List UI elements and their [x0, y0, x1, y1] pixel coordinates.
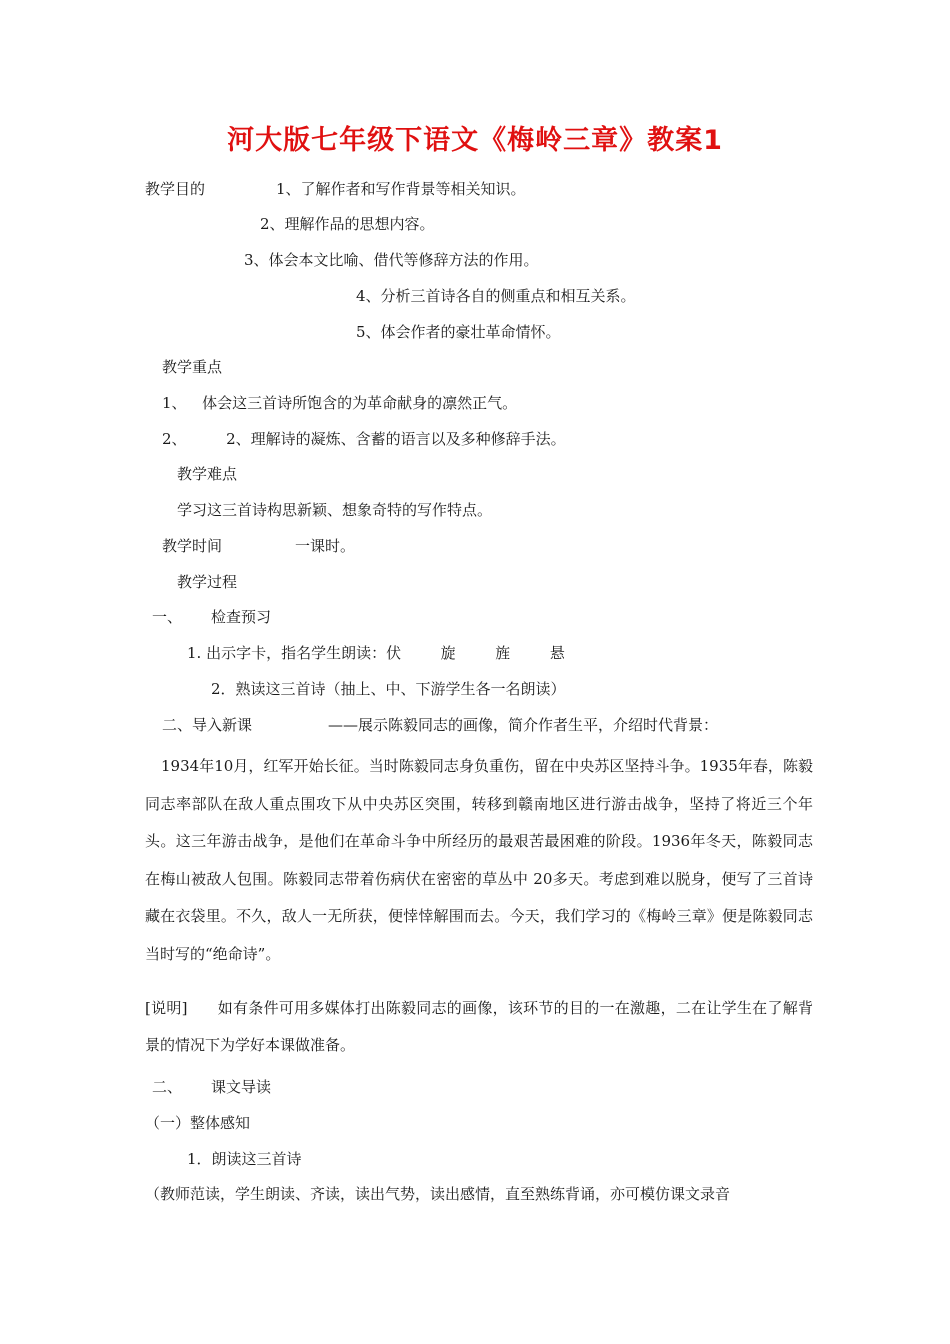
- note-label: [说明]: [145, 999, 188, 1017]
- process-label: 教学过程: [177, 573, 238, 591]
- char-card: 悬: [549, 644, 565, 662]
- key-point-number: 2、: [162, 430, 187, 448]
- subsection-item-1: 1．朗读这三首诗: [187, 1150, 302, 1168]
- objective-item: 2、理解作品的思想内容。: [260, 215, 435, 233]
- time-value: 一课时。: [295, 537, 356, 555]
- section-1-number: 一、: [152, 608, 183, 626]
- objective-item: 3、体会本文比喻、借代等修辞方法的作用。: [244, 251, 539, 269]
- section-2-heading: 二、导入新课: [162, 716, 253, 734]
- document-title: 河大版七年级下语文《梅岭三章》教案1: [227, 125, 723, 156]
- section-1-heading: 检查预习: [211, 608, 272, 626]
- key-points-label: 教学重点: [162, 358, 223, 376]
- objective-item: 4、分析三首诗各自的侧重点和相互关系。: [356, 287, 636, 305]
- objective-item: 5、体会作者的豪壮革命情怀。: [356, 323, 561, 341]
- objective-item: 1、了解作者和写作背景等相关知识。: [276, 180, 526, 198]
- objectives-label: 教学目的: [145, 180, 206, 198]
- key-point-item: [162, 393, 517, 413]
- key-point-text: 2、理解诗的凝炼、含蓄的语言以及多种修辞手法。: [226, 430, 566, 448]
- char-card: 旋: [440, 644, 456, 662]
- time-label: 教学时间: [162, 537, 223, 555]
- note-text: 如有条件可用多媒体打出陈毅同志的画像，该环节的目的一在激趣，二在让学生在了解背景的情况下为学好本课做准备。: [145, 999, 813, 1054]
- background-paragraph: 1934年10月，红军开始长征。当时陈毅同志身负重伤，留在中央苏区坚持斗争。1935年春，陈毅同志率部队在敌人重点围攻下从中央苏区突围，转移到赣南地区进行游击战争，坚持了将近三个年头。这三年游击战争，是他们在革命斗争中所经历的最艰苦最困难的阶段。1936年冬天，陈毅同志在梅山被敌人包围。陈毅同志带着伤病伏在密密的草丛中 20多天。考虑到难以脱身，便写了三首诗藏在衣袋里。不久，敌人一无所获，便悻悻解围而去。今天，我们学习的《梅岭三章》便是陈毅同志当时写的“绝命诗”。: [145, 757, 813, 963]
- instruction-line: （教师范读，学生朗读、齐读，读出气势，读出感情，直至熟练背诵，亦可模仿课文录音: [145, 1185, 731, 1203]
- section-1-item-1: [187, 643, 565, 663]
- section-1-item-2: 2．熟读这三首诗（抽上、中、下游学生各一名朗读）: [211, 680, 566, 698]
- section-3-heading: 课文导读: [211, 1078, 272, 1096]
- difficulty-text: 学习这三首诗构思新颖、想象奇特的写作特点。: [177, 501, 493, 519]
- section-3-number: 二、: [152, 1078, 183, 1096]
- section-2-description: ——展示陈毅同志的画像，简介作者生平，介绍时代背景：: [328, 716, 719, 734]
- note-paragraph: [145, 990, 813, 1064]
- key-point-number: 1、: [162, 394, 187, 412]
- key-point-item: [162, 429, 566, 449]
- key-point-text: 体会这三首诗所饱含的为革命献身的凛然正气。: [202, 394, 518, 412]
- item-text: 1. 出示字卡，指名学生朗读：伏: [187, 644, 402, 662]
- subsection-heading: （一）整体感知: [145, 1114, 251, 1132]
- difficulty-label: 教学难点: [177, 465, 238, 483]
- char-card: 旌: [495, 644, 511, 662]
